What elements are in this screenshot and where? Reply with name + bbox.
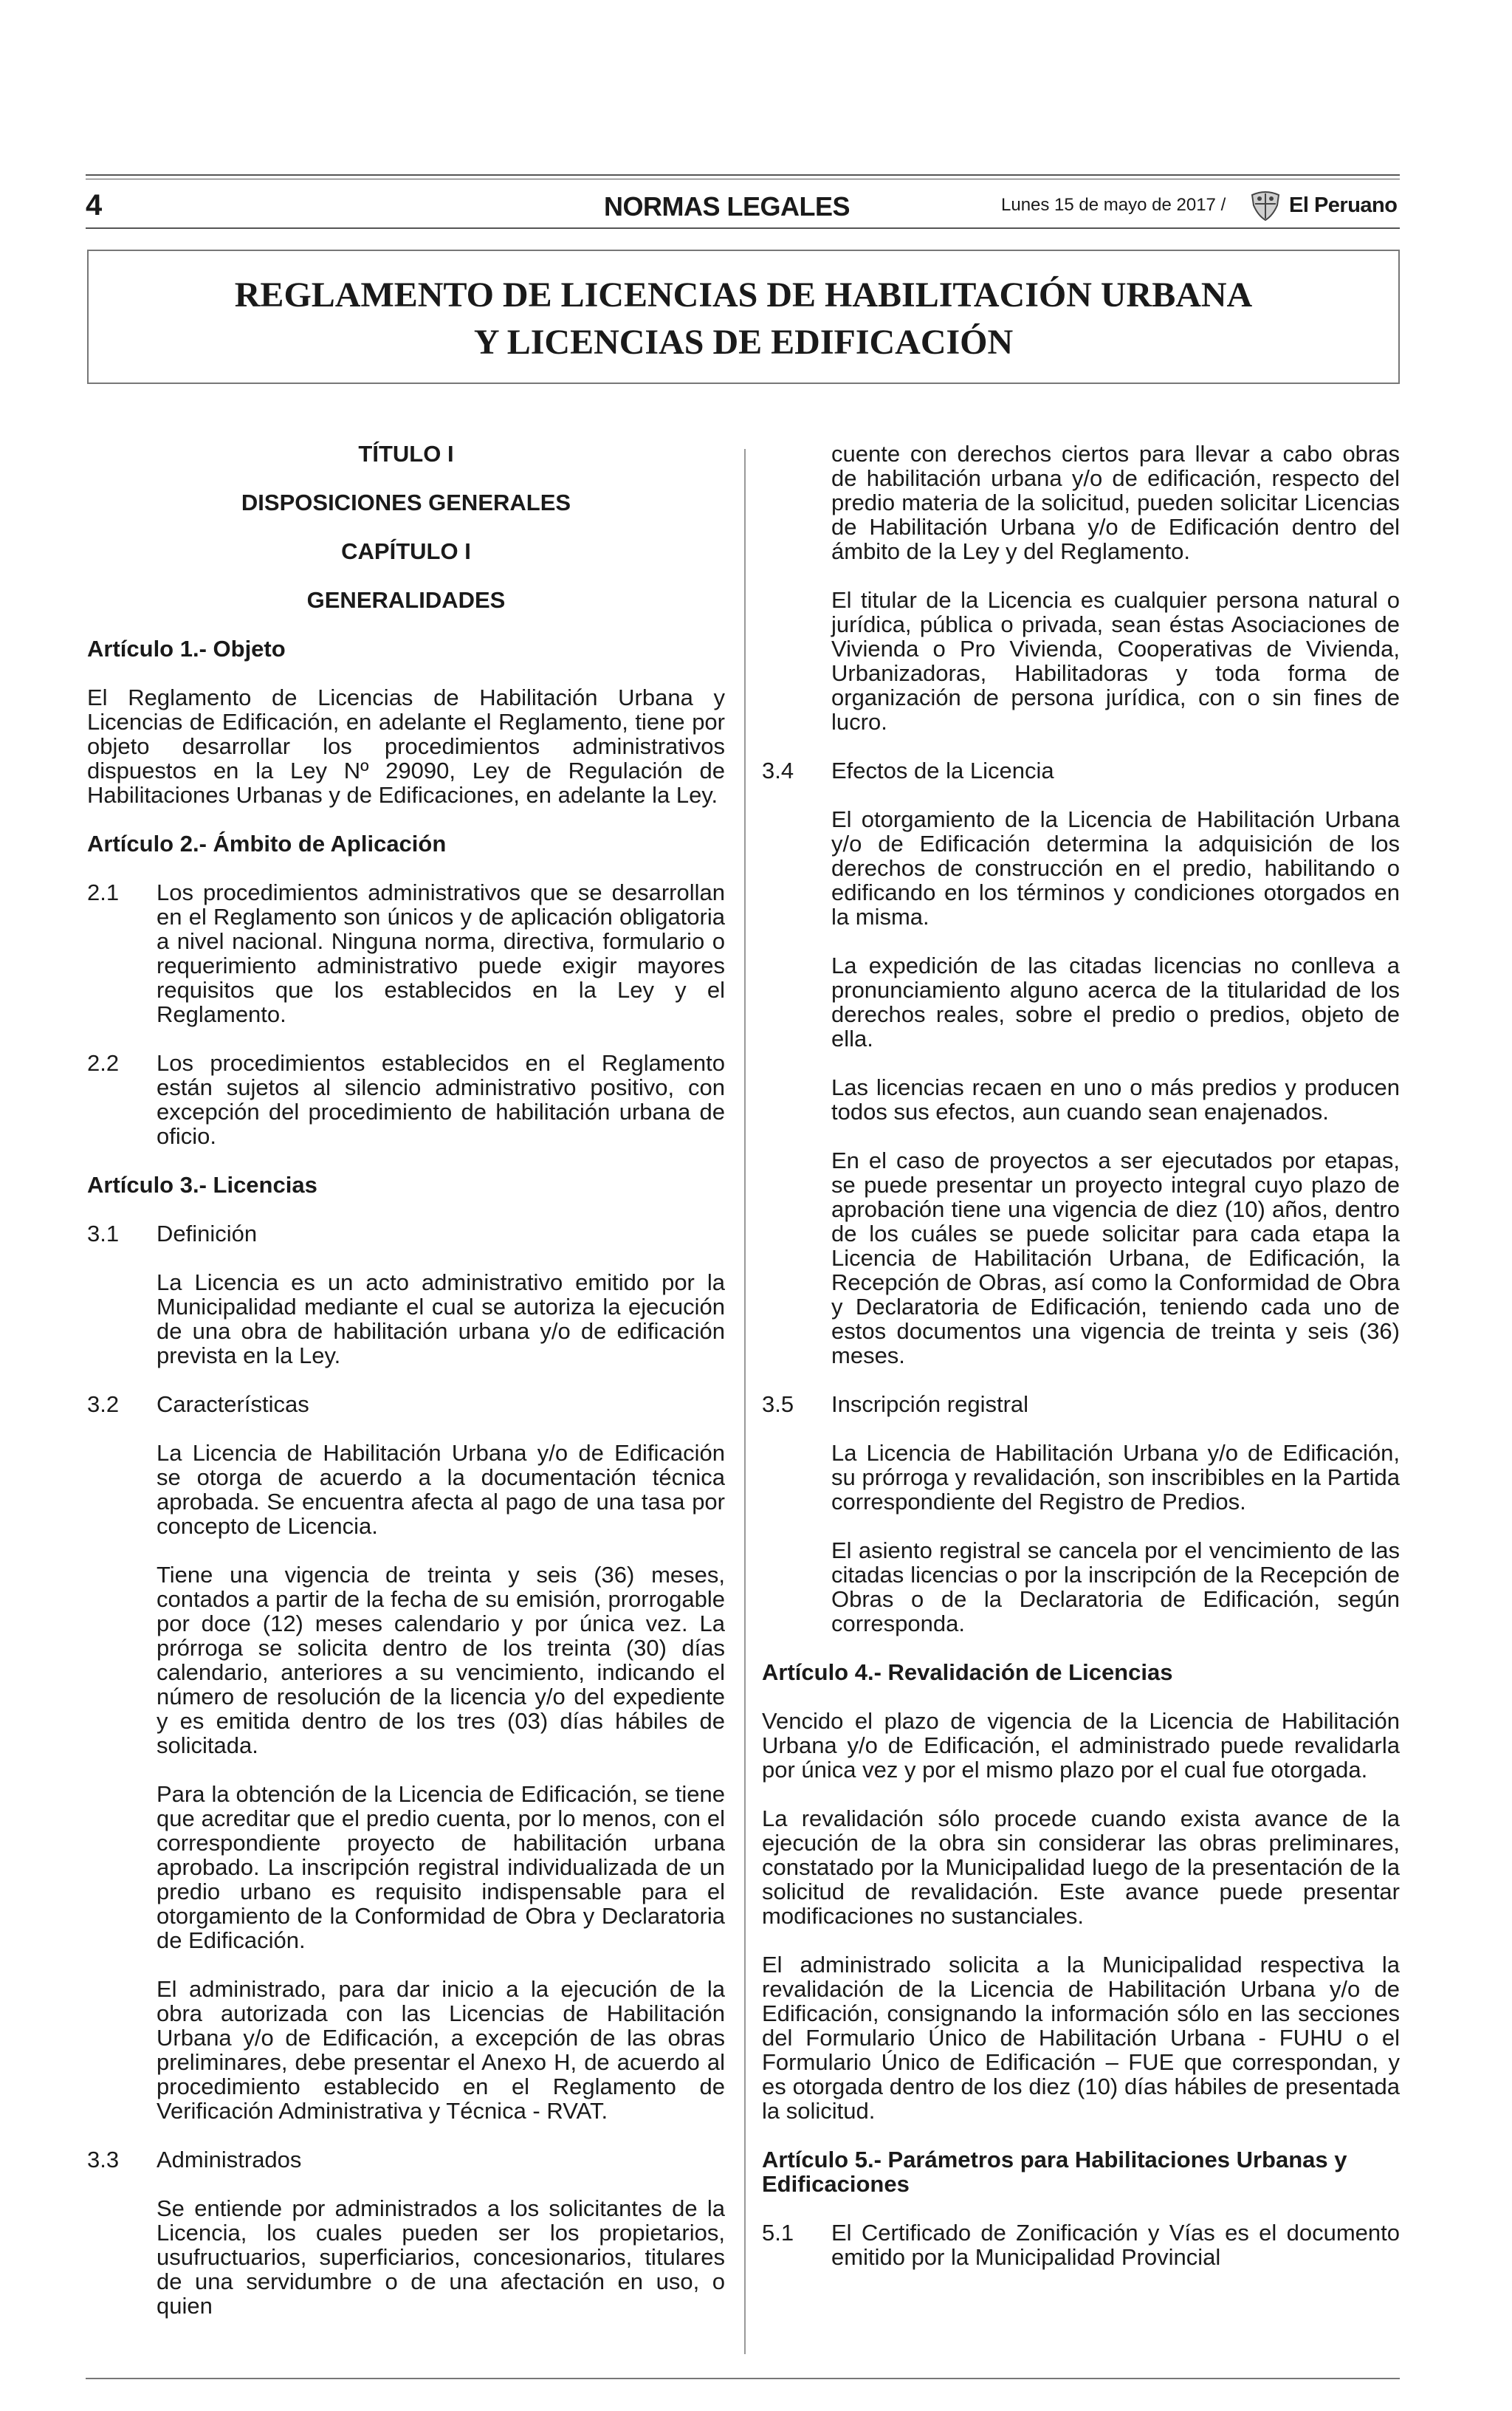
paragraph-label: Definición [157,1221,258,1246]
paragraph-text: El Certificado de Zonificación y Vías es el documento emitido por la Municipalidad Provincial [831,2220,1400,2270]
paragraph-label: Inscripción registral [831,1391,1029,1417]
paragraph-3-2-text-2: Tiene una vigencia de treinta y seis (36) meses, contados a partir de la fecha de su emisión, prorrogable por doce (12) meses calendario y por única vez. La prórroga se solicita dentro de los treinta (30) días calendario, anteriores a su vencimiento, indicando el número de resolución de la licencia y/o del expediente y es emitida dentro de los tres (03) días hábiles de solicitada. [157,1562,725,1758]
paragraph-3-5 [762,1392,1400,1416]
paragraph-number: 3.2 [87,1391,120,1417]
capitulo-heading: CAPÍTULO I [341,538,471,564]
paragraph-3-4 [762,758,1400,783]
paragraph-3-4-text-3: Las licencias recaen en uno o más predios y producen todos sus efectos, aun cuando sean enajenados. [831,1074,1400,1125]
article-3-heading: Artículo 3.- Licencias [87,1172,317,1198]
article-4-text-3: El administrado solicita a la Municipalidad respectiva la revalidación de la Licencia de Habilitación Urbana y/o de Edificación, consignando la información sólo en las secciones del Formulario Único de Habilitación Urbana - FUHU o el Formulario Único de Edificación – FUE que correspondan, y es otorgada dentro de los diez (10) días hábiles de presentada la solicitud. [762,1952,1400,2124]
paragraph-2-1 [87,880,725,1026]
article-1-heading: Artículo 1.- Objeto [87,636,286,662]
newspaper-brand: El Peruano [1289,193,1398,217]
paragraph-number: 5.1 [762,2220,794,2246]
paragraph-text: Los procedimientos establecidos en el Reglamento están sujetos al silencio administrativo positivo, con excepción del procedimiento de habilitación urbana de oficio. [157,1050,725,1149]
paragraph-3-5-text-2: El asiento registral se cancela por el vencimiento de las citadas licencias o por la inscripción de la Recepción de Obras o de la Declaratoria de Edificación, según corresponda. [831,1537,1400,1636]
paragraph-number: 3.4 [762,758,794,783]
titulo-name: DISPOSICIONES GENERALES [241,490,571,515]
paragraph-3-3 [87,2147,725,2172]
paragraph-label: Características [157,1391,309,1417]
article-1-text: El Reglamento de Licencias de Habilitación Urbana y Licencias de Edificación, en adelante el Reglamento, tiene por objeto desarrollar los procedimientos administrativos dispuestos en la Ley Nº 29090, Ley de Regulación de Habilitaciones Urbanas y de Edificaciones, en adelante la Ley. [87,685,725,808]
article-2-heading: Artículo 2.- Ámbito de Aplicación [87,831,447,857]
paragraph-3-2-text-3: Para la obtención de la Licencia de Edificación, se tiene que acreditar que el predio cuenta, por lo menos, con el correspondiente proyecto de habilitación urbana aprobado. La inscripción registral individualizada de un predio urbano es requisito indispensable para el otorgamiento de la Conformidad de Obra y Declaratoria de Edificación. [157,1781,725,1953]
paragraph-3-2 [87,1392,725,1416]
document-title-box [87,250,1400,384]
coat-of-arms-icon [1248,189,1283,222]
titulo-heading: TÍTULO I [358,441,454,467]
issue-date: Lunes 15 de mayo de 2017 / [1001,195,1226,215]
paragraph-5-1 [762,2220,1400,2269]
paragraph-text: Los procedimientos administrativos que se desarrollan en el Reglamento son únicos y de aplicación obligatoria a nivel nacional. Ninguna norma, directiva, formulario o requerimiento administrativo puede exigir mayores requisitos que los establecidos en la Ley y el Reglamento. [157,879,725,1027]
paragraph-3-3-continued: cuente con derechos ciertos para llevar a cabo obras de habilitación urbana y/o de edificación, respecto del predio materia de la solicitud, pueden solicitar Licencias de Habilitación Urbana y/o de Edificación dentro del ámbito de la Ley y del Reglamento. [831,441,1400,564]
paragraph-number: 3.3 [87,2147,120,2172]
paragraph-3-3-text: Se entiende por administrados a los solicitantes de la Licencia, los cuales pueden ser los propietarios, usufructuarios, superficiarios, concesionarios, titulares de una servidumbre o de una afectación en uso, o quien [157,2195,725,2319]
paragraph-3-3-text-2: El titular de la Licencia es cualquier persona natural o jurídica, pública o privada, sean éstas Asociaciones de Vivienda o Pro Vivienda, Cooperativas de Vivienda, Urbanizadoras, Habilitadoras y toda forma de organización de persona jurídica, con o sin fines de lucro. [831,587,1400,735]
paragraph-2-2 [87,1051,725,1148]
paragraph-3-1 [87,1221,725,1246]
paragraph-3-2-text-1: La Licencia de Habilitación Urbana y/o de Edificación se otorga de acuerdo a la documentación técnica aprobada. Se encuentra afecta al pago de una tasa por concepto de Licencia. [157,1440,725,1539]
header-rule-top [86,174,1400,176]
paragraph-number: 3.1 [87,1221,120,1246]
paragraph-number: 3.5 [762,1391,794,1417]
document-title-line1: REGLAMENTO DE LICENCIAS DE HABILITACIÓN URBANA [234,275,1253,315]
article-5-heading: Artículo 5.- Parámetros para Habilitaciones Urbanas y Edificaciones [762,2147,1347,2197]
paragraph-number: 2.1 [87,879,120,905]
footer-rule [86,2378,1400,2379]
left-column [87,442,725,2318]
right-column [762,442,1400,2269]
paragraph-3-4-text-1: El otorgamiento de la Licencia de Habilitación Urbana y/o de Edificación determina la adquisición de los derechos de construcción en el predio, habilitando o edificando en los términos y condiciones otorgados en la misma. [831,806,1400,930]
article-4-heading: Artículo 4.- Revalidación de Licencias [762,1659,1173,1685]
section-title: NORMAS LEGALES [604,191,850,222]
header-rule-bottom [86,227,1400,229]
article-4-text-1: Vencido el plazo de vigencia de la Licencia de Habilitación Urbana y/o de Edificación, el administrado puede revalidarla por única vez y por el mismo plazo por el cual fue otorgada. [762,1708,1400,1783]
page-number: 4 [86,189,103,222]
paragraph-3-5-text-1: La Licencia de Habilitación Urbana y/o de Edificación, su prórroga y revalidación, son inscribibles en la Partida correspondiente del Registro de Predios. [831,1440,1400,1515]
paragraph-3-4-text-2: La expedición de las citadas licencias no conlleva a pronunciamiento alguno acerca de la titularidad de los derechos reales, sobre el predio o predios, objeto de ella. [831,953,1400,1052]
capitulo-name: GENERALIDADES [306,587,506,613]
document-title-line2: Y LICENCIAS DE EDIFICACIÓN [473,323,1014,362]
article-4-text-2: La revalidación sólo procede cuando exista avance de la ejecución de la obra sin considerar las obras preliminares, constatado por la Municipalidad luego de la presentación de la solicitud de revalidación. Este avance puede presentar modificaciones no sustanciales. [762,1805,1400,1929]
paragraph-label: Efectos de la Licencia [831,758,1054,783]
paragraph-number: 2.2 [87,1050,120,1076]
column-divider [744,449,746,2354]
paragraph-label: Administrados [157,2147,302,2172]
paragraph-3-4-text-4: En el caso de proyectos a ser ejecutados por etapas, se puede presentar un proyecto integral cuyo plazo de aprobación tiene una vigencia de diez (10) años, dentro de los cuáles se puede solicitar para cada etapa la Licencia de Habilitación Urbana, de Edificación, la Recepción de Obras, así como la Conformidad de Obra y Declaratoria de Edificación, teniendo cada uno de estos documentos una vigencia de treinta y seis (36) meses. [831,1148,1400,1368]
paragraph-3-2-text-4: El administrado, para dar inicio a la ejecución de la obra autorizada con las Licencias de Habilitación Urbana y/o de Edificación, a excepción de las obras preliminares, debe presentar el Anexo H, de acuerdo al procedimiento establecido en el Reglamento de Verificación Administrativa y Técnica - RVAT. [157,1976,725,2124]
paragraph-3-1-text: La Licencia es un acto administrativo emitido por la Municipalidad mediante el cual se autoriza la ejecución de una obra de habilitación urbana y/o de edificación prevista en la Ley. [157,1269,725,1368]
